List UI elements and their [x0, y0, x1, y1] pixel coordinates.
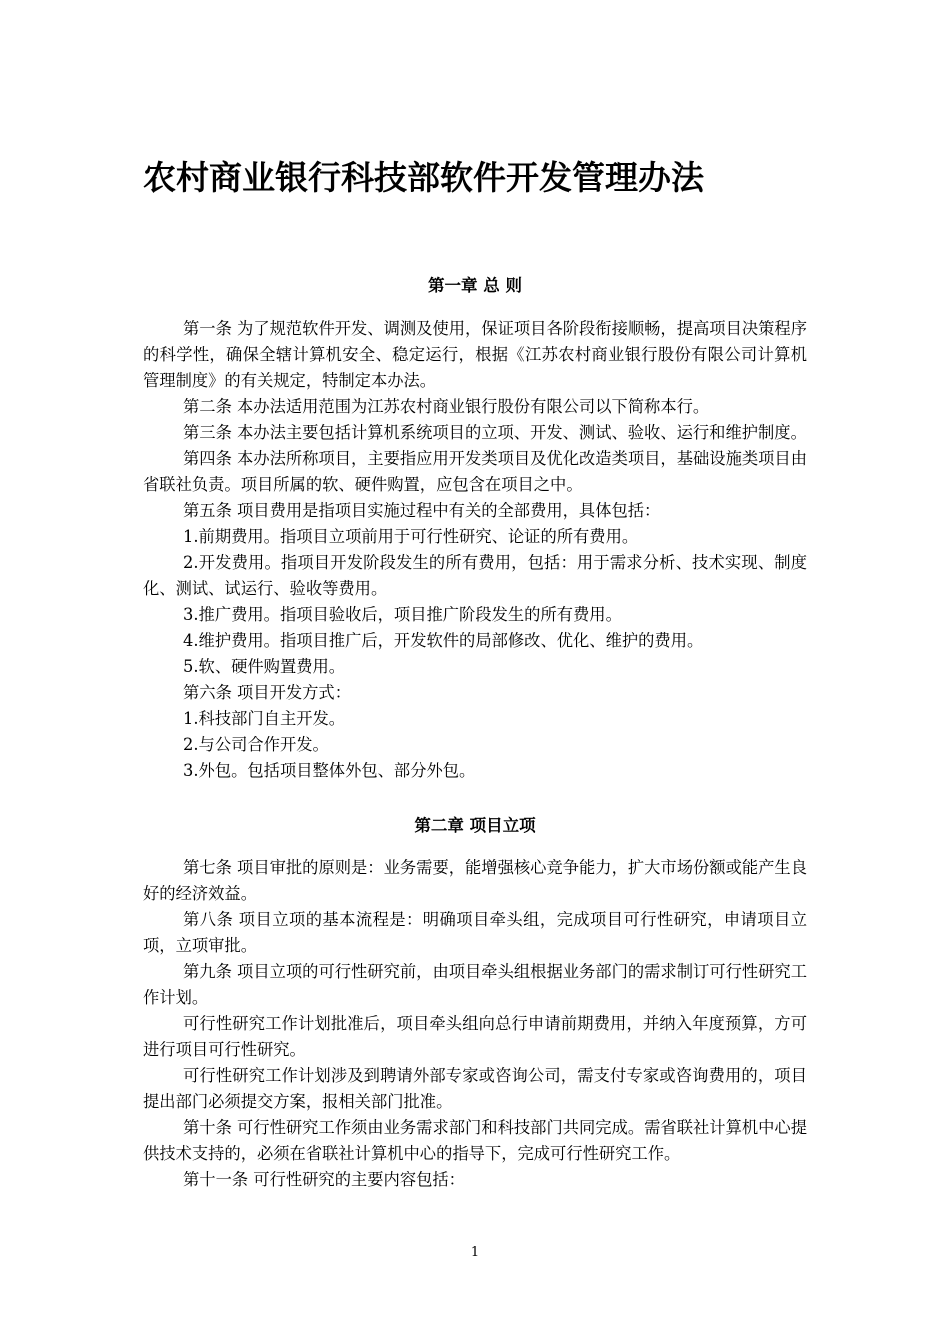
article-6: 第六条 项目开发方式：: [183, 683, 351, 702]
article-1: 第一条 为了规范软件开发、调测及使用，保证项目各阶段衔接顺畅，提高项目决策程序的科学性，确保全辖计算机安全、稳定运行，根据《江苏农村商业银行股份有限公司计算机管理制度》的有关规定，特制定本办法。: [143, 319, 807, 390]
chapter-2-heading: 第二章 项目立项: [414, 816, 536, 835]
article-5-item-5: 5.软、硬件购置费用。: [183, 657, 346, 676]
article-9-paragraph-2: 可行性研究工作计划批准后，项目牵头组向总行申请前期费用，并纳入年度预算，方可进行项目可行性研究。: [143, 1014, 807, 1059]
article-5-item-4: 4.维护费用。指项目推广后，开发软件的局部修改、优化、维护的费用。: [183, 631, 704, 650]
chapter-1-heading: 第一章 总 则: [428, 276, 522, 295]
article-2: 第二条 本办法适用范围为江苏农村商业银行股份有限公司以下简称本行。: [183, 397, 710, 416]
article-4: 第四条 本办法所称项目，主要指应用开发类项目及优化改造类项目，基础设施类项目由省联社负责。项目所属的软、硬件购置，应包含在项目之中。: [143, 449, 807, 494]
article-6-item-3: 3.外包。包括项目整体外包、部分外包。: [183, 761, 476, 780]
article-5-item-3: 3.推广费用。指项目验收后，项目推广阶段发生的所有费用。: [183, 605, 622, 624]
article-5: 第五条 项目费用是指项目实施过程中有关的全部费用，具体包括：: [183, 501, 661, 520]
page-number: 1: [470, 1245, 480, 1260]
article-7: 第七条 项目审批的原则是：业务需要，能增强核心竞争能力，扩大市场份额或能产生良好的经济效益。: [143, 858, 807, 903]
article-6-item-1: 1.科技部门自主开发。: [183, 709, 346, 728]
article-5-item-1: 1.前期费用。指项目立项前用于可行性研究、论证的所有费用。: [183, 527, 639, 546]
document-title: 农村商业银行科技部软件开发管理办法: [143, 158, 704, 197]
article-11: 第十一条 可行性研究的主要内容包括：: [183, 1170, 465, 1189]
article-5-item-2: 2.开发费用。指项目开发阶段发生的所有费用，包括：用于需求分析、技术实现、制度化、测试、试运行、验收等费用。: [143, 553, 807, 598]
chapter-2-body: [143, 855, 807, 1193]
article-8: 第八条 项目立项的基本流程是：明确项目牵头组，完成项目可行性研究，申请项目立项，立项审批。: [143, 910, 807, 955]
article-9-paragraph-3: 可行性研究工作计划涉及到聘请外部专家或咨询公司，需支付专家或咨询费用的，项目提出部门必须提交方案，报相关部门批准。: [143, 1066, 807, 1111]
article-6-item-2: 2.与公司合作开发。: [183, 735, 329, 754]
chapter-1-body: [143, 316, 807, 784]
article-10: 第十条 可行性研究工作须由业务需求部门和科技部门共同完成。需省联社计算机中心提供技术支持的，必须在省联社计算机中心的指导下，完成可行性研究工作。: [143, 1118, 807, 1163]
article-9: 第九条 项目立项的可行性研究前，由项目牵头组根据业务部门的需求制订可行性研究工作计划。: [143, 962, 807, 1007]
article-3: 第三条 本办法主要包括计算机系统项目的立项、开发、测试、验收、运行和维护制度。: [183, 423, 807, 442]
